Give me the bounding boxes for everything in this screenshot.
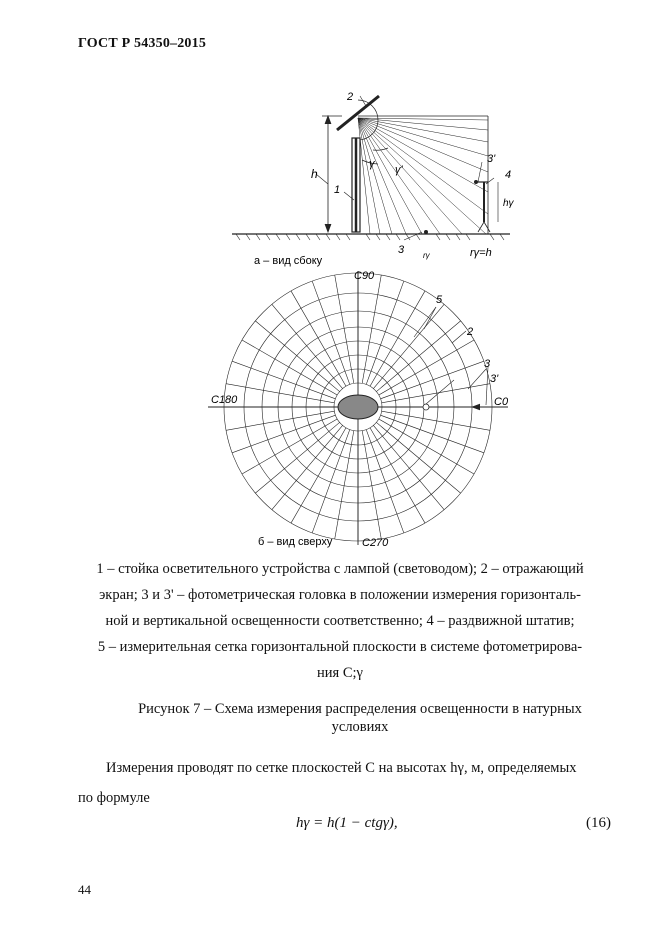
label-h-gamma: hγ bbox=[503, 198, 514, 209]
figure-title-line-2: условиях bbox=[331, 719, 389, 735]
figure-title-line-1: Рисунок 7 – Схема измерения распределения освещенности в натурных bbox=[138, 701, 582, 717]
legend-line-4: 5 – измерительная сетка горизонтальной плоскости в системе фотометрирова- bbox=[97, 639, 583, 655]
label-r-gamma: rγ bbox=[423, 251, 430, 260]
label-c270: C270 bbox=[362, 537, 389, 549]
top-view-diagram bbox=[0, 265, 661, 555]
label-3-top: 3 bbox=[484, 358, 491, 370]
grid-spoke bbox=[366, 281, 404, 384]
grid-spoke bbox=[226, 384, 334, 403]
grid-spoke bbox=[382, 411, 490, 430]
legend-line-3: ной и вертикальной освещенности соответственно; 4 – раздвижной штатив; bbox=[105, 613, 575, 629]
formula-number: (16) bbox=[586, 815, 611, 831]
label-r-equals-h: rγ=h bbox=[470, 247, 492, 259]
grid-spoke bbox=[226, 411, 334, 430]
grid-spoke bbox=[362, 431, 381, 539]
grid-spoke bbox=[370, 291, 425, 386]
caption-side-view: а – вид сбоку bbox=[254, 255, 323, 267]
legend-line-1: 1 – стойка осветительного устройства с лампой (световодом); 2 – отражающий bbox=[96, 561, 584, 577]
label-3: 3 bbox=[398, 244, 405, 256]
label-2-top: 2 bbox=[467, 326, 474, 338]
grid-spoke bbox=[381, 415, 484, 453]
figure-title bbox=[100, 700, 620, 736]
grid-spoke bbox=[370, 428, 425, 523]
grid-spoke bbox=[366, 430, 404, 533]
label-c180: C180 bbox=[211, 394, 238, 406]
label-2: 2 bbox=[347, 91, 354, 103]
grid-spoke bbox=[291, 428, 346, 523]
grid-spoke bbox=[242, 419, 337, 474]
grid-spoke bbox=[379, 340, 474, 395]
grid-spoke bbox=[312, 430, 350, 533]
grid-spoke bbox=[242, 340, 337, 395]
page-number: 44 bbox=[78, 882, 91, 897]
grid-spoke bbox=[232, 415, 335, 453]
grid-spoke bbox=[312, 281, 350, 384]
grid-spoke bbox=[379, 419, 474, 474]
body-paragraph-line-1: Измерения проводят по сетке плоскостей C на высотах hγ, м, определяемых bbox=[106, 760, 577, 776]
grid-spoke bbox=[291, 291, 346, 386]
grid-spoke bbox=[335, 275, 354, 383]
label-4: 4 bbox=[505, 169, 512, 181]
label-gamma-prime: γ' bbox=[395, 164, 403, 176]
legend-line-2: экран; 3 и 3' – фотометрическая головка в положении измерения горизонталь- bbox=[99, 587, 581, 603]
formula: hγ = h(1 − ctgγ), bbox=[296, 815, 398, 831]
label-3-prime-top: 3' bbox=[490, 373, 499, 385]
label-c90: C90 bbox=[354, 270, 375, 282]
grid-spoke bbox=[362, 275, 381, 383]
document-header: ГОСТ Р 54350–2015 bbox=[78, 36, 207, 51]
grid-spoke bbox=[381, 361, 484, 399]
side-view-diagram bbox=[0, 0, 661, 270]
grid-spoke bbox=[232, 361, 335, 399]
label-gamma: γ bbox=[369, 158, 375, 170]
label-5: 5 bbox=[436, 294, 443, 306]
label-3-prime: 3' bbox=[487, 153, 496, 165]
grid-spoke bbox=[335, 431, 354, 539]
label-h: h bbox=[311, 167, 318, 181]
grid-spoke bbox=[382, 384, 490, 403]
caption-top-view: б – вид сверху bbox=[258, 536, 333, 548]
body-paragraph-line-2: по формуле bbox=[78, 790, 150, 806]
label-c0: C0 bbox=[494, 396, 509, 408]
label-1: 1 bbox=[334, 184, 341, 196]
legend-line-5: ния C;γ bbox=[317, 665, 363, 681]
